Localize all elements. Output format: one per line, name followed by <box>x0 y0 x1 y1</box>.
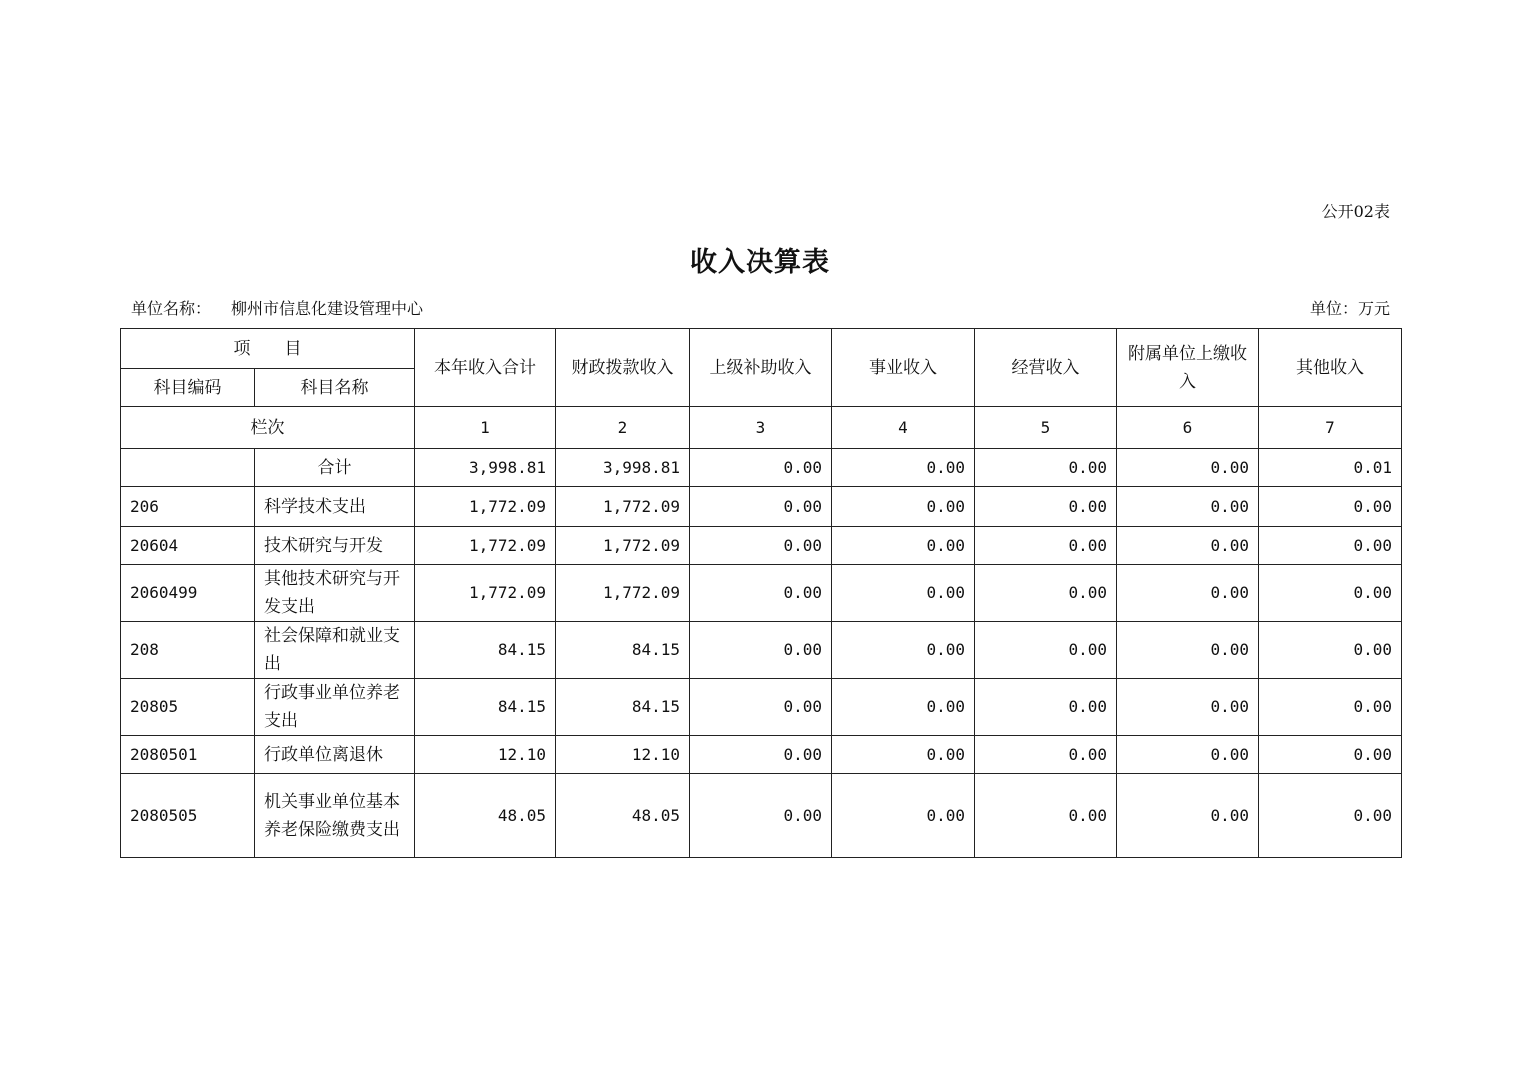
subject-code <box>121 449 255 487</box>
amount-cell: 0.00 <box>1259 565 1402 622</box>
amount-cell: 0.00 <box>975 774 1117 858</box>
amount-cell: 0.00 <box>832 679 975 736</box>
code-header: 科目编码 <box>121 369 255 407</box>
subject-code: 2080505 <box>121 774 255 858</box>
amount-cell: 0.00 <box>1117 527 1259 565</box>
subject-code: 2080501 <box>121 736 255 774</box>
amount-cell: 0.00 <box>975 449 1117 487</box>
amount-cell: 84.15 <box>415 622 556 679</box>
table-row <box>121 487 1402 527</box>
table-row <box>121 622 1402 679</box>
table-row <box>121 679 1402 736</box>
project-header: 项 目 <box>121 329 415 369</box>
amount-cell: 0.00 <box>832 449 975 487</box>
subject-name: 机关事业单位基本养老保险缴费支出 <box>255 774 415 858</box>
column-number: 5 <box>975 407 1117 449</box>
subject-name: 技术研究与开发 <box>255 527 415 565</box>
name-header: 科目名称 <box>255 369 415 407</box>
amount-cell: 1,772.09 <box>556 487 690 527</box>
amount-cell: 0.00 <box>1117 487 1259 527</box>
table-row <box>121 565 1402 622</box>
column-header: 其他收入 <box>1259 329 1402 407</box>
column-header: 上级补助收入 <box>690 329 832 407</box>
amount-cell: 0.00 <box>1117 679 1259 736</box>
amount-cell: 12.10 <box>415 736 556 774</box>
amount-cell: 0.00 <box>1117 622 1259 679</box>
amount-cell: 1,772.09 <box>556 527 690 565</box>
table-row <box>121 736 1402 774</box>
amount-cell: 0.00 <box>832 527 975 565</box>
column-header: 附属单位上缴收入 <box>1117 329 1259 407</box>
amount-cell: 0.00 <box>975 565 1117 622</box>
amount-cell: 0.00 <box>690 565 832 622</box>
column-number: 4 <box>832 407 975 449</box>
amount-cell: 1,772.09 <box>415 565 556 622</box>
unit-name-value: 柳州市信息化建设管理中心 <box>231 299 424 318</box>
amount-cell: 0.00 <box>690 449 832 487</box>
amount-cell: 0.00 <box>1259 736 1402 774</box>
amount-cell: 1,772.09 <box>556 565 690 622</box>
amount-cell: 0.00 <box>690 679 832 736</box>
amount-cell: 0.00 <box>832 565 975 622</box>
amount-cell: 0.01 <box>1259 449 1402 487</box>
unit-name-line <box>131 296 423 319</box>
subject-name: 行政单位离退休 <box>255 736 415 774</box>
amount-cell: 0.00 <box>1117 736 1259 774</box>
column-header: 财政拨款收入 <box>556 329 690 407</box>
page-title: 收入决算表 <box>690 247 830 278</box>
amount-cell: 3,998.81 <box>556 449 690 487</box>
column-number: 6 <box>1117 407 1259 449</box>
amount-cell: 84.15 <box>556 622 690 679</box>
subject-name: 行政事业单位养老支出 <box>255 679 415 736</box>
amount-cell: 0.00 <box>690 622 832 679</box>
column-header: 事业收入 <box>832 329 975 407</box>
amount-cell: 84.15 <box>556 679 690 736</box>
column-number: 1 <box>415 407 556 449</box>
amount-cell: 48.05 <box>415 774 556 858</box>
amount-cell: 0.00 <box>690 527 832 565</box>
amount-cell: 0.00 <box>1259 487 1402 527</box>
amount-cell: 0.00 <box>832 487 975 527</box>
amount-cell: 0.00 <box>1259 622 1402 679</box>
money-unit: 单位：万元 <box>1309 299 1390 318</box>
amount-cell: 0.00 <box>1117 774 1259 858</box>
amount-cell: 84.15 <box>415 679 556 736</box>
column-number: 3 <box>690 407 832 449</box>
amount-cell: 0.00 <box>1259 527 1402 565</box>
amount-cell: 0.00 <box>975 736 1117 774</box>
amount-cell: 0.00 <box>1259 774 1402 858</box>
table-row <box>121 774 1402 858</box>
amount-cell: 0.00 <box>832 622 975 679</box>
column-index-label: 栏次 <box>121 407 415 449</box>
amount-cell: 0.00 <box>690 736 832 774</box>
subject-name: 社会保障和就业支出 <box>255 622 415 679</box>
subject-name: 科学技术支出 <box>255 487 415 527</box>
subject-code: 206 <box>121 487 255 527</box>
amount-cell: 0.00 <box>832 736 975 774</box>
amount-cell: 3,998.81 <box>415 449 556 487</box>
income-settlement-table <box>120 328 1402 858</box>
subject-code: 208 <box>121 622 255 679</box>
amount-cell: 1,772.09 <box>415 527 556 565</box>
unit-name-label: 单位名称： <box>131 299 212 318</box>
subject-name: 合计 <box>255 449 415 487</box>
subject-code: 2060499 <box>121 565 255 622</box>
subject-name: 其他技术研究与开发支出 <box>255 565 415 622</box>
subject-code: 20805 <box>121 679 255 736</box>
amount-cell: 0.00 <box>690 774 832 858</box>
amount-cell: 0.00 <box>975 527 1117 565</box>
amount-cell: 0.00 <box>1117 565 1259 622</box>
amount-cell: 1,772.09 <box>415 487 556 527</box>
amount-cell: 0.00 <box>1117 449 1259 487</box>
amount-cell: 0.00 <box>1259 679 1402 736</box>
amount-cell: 0.00 <box>975 622 1117 679</box>
amount-cell: 0.00 <box>690 487 832 527</box>
column-header: 本年收入合计 <box>415 329 556 407</box>
table-body <box>121 449 1402 858</box>
total-row <box>121 449 1402 487</box>
amount-cell: 48.05 <box>556 774 690 858</box>
table-row <box>121 527 1402 565</box>
amount-cell: 0.00 <box>832 774 975 858</box>
column-number: 2 <box>556 407 690 449</box>
amount-cell: 12.10 <box>556 736 690 774</box>
amount-cell: 0.00 <box>975 679 1117 736</box>
amount-cell: 0.00 <box>975 487 1117 527</box>
column-number: 7 <box>1259 407 1402 449</box>
column-header: 经营收入 <box>975 329 1117 407</box>
form-code: 公开02表 <box>1321 202 1390 221</box>
subject-code: 20604 <box>121 527 255 565</box>
